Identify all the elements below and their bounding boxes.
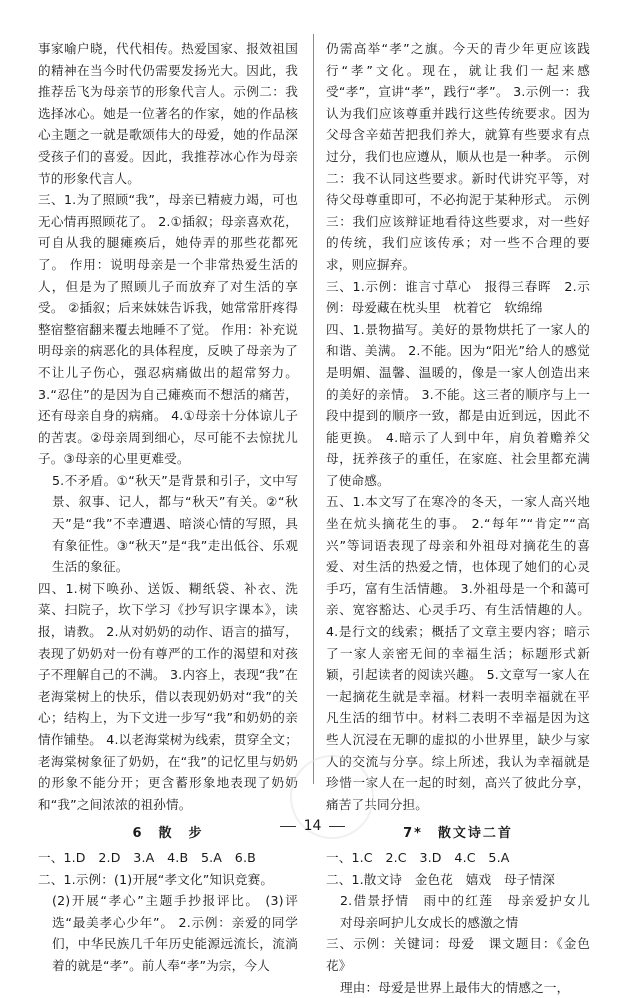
section-6-title: 6 散 步: [132, 826, 204, 842]
section-7-line-1: 一、1.C 2.C 3.D 4.C 5.A: [326, 849, 510, 865]
footer-left-dash: [280, 826, 296, 827]
paragraph-section-4-answers: 四、1.树下唤孙、送饭、糊纸袋、补衣、洗菜、扫院子，坎下学习《抄写识字课本》，读报，请教。 2.从对奶奶的动作、语言的描写，表现了奶奶对一份有尊严的工作的渴望和对孩子不理解自己的不满。 3.内容上，表现“我”在老海棠树上的快乐，借以表现奶奶对“我”的关心；结构上，为下文进一步写“我”和奶奶的亲情作铺垫。 4.以老海棠树为线索，贯穿全文；老海棠树象征了奶奶，在“我”的记忆里与奶奶的形象不能分开；更含蓄形象地表现了奶奶和“我”之间浓浓的祖孙情。: [38, 580, 298, 812]
column-divider: [313, 34, 314, 784]
section-6-line-1: 一、1.D 2.D 3.A 4.B 5.A 6.B: [38, 849, 256, 865]
left-column: [38, 38, 298, 977]
section-7-line-2: 二、1.散文诗 金色花 嬉戏 母子情深: [326, 871, 555, 887]
paragraph-section-5-peanut-answers: 五、1.本文写了在寒冷的冬天，一家人高兴地坐在炕头摘花生的事。 2.“每年”“肯定”“高兴”等词语表现了母亲和外祖母对摘花生的喜爱、对生活的热爱之情，也体现了她们的心灵手巧，富有生活情趣。 3.外祖母是一个和蔼可亲、宽容豁达、心灵手巧、有生活情趣的人。 4.是行文的线索；概括了文章主要内容；暗示了一家人亲密无间的幸福生活；标题形式新颖，引起读者的阅读兴趣。 5.文章写一家人在一起摘花生就是幸福。材料一表明幸福就在平凡生活的细节中。材料二表明不幸福是因为这些人沉浸在无聊的虚拟的小世界里，缺少与家人的交流与分享。综上所述，我认为幸福就是珍惜一家人在一起的时刻，高兴了彼此分享，痛苦了共同分担。: [326, 494, 590, 812]
paragraph-section-4-scenery-answers: 四、1.景物描写。美好的景物烘托了一家人的和谐、美满。 2.不能。因为“阳光”给人的感觉是明媚、温馨、温暖的，像是一家人创造出来的美好的亲情。 3.不能。这三者的顺序与上一段中提到的顺序一致，都是由近到远，因此不能更换。 4.暗示了人到中年，肩负着赡养父母，抚养孩子的重任，在家庭、社会里都充满了使命感。: [326, 321, 590, 488]
paragraph-section-3-answers: 三、1.为了照顾“我”，母亲已精疲力竭，可也无心情再照顾花了。 2.①插叙；母亲喜欢花，可自从我的腿瘫痪后，她侍弄的那些花都死了。 作用：说明母亲是一个非常热爱生活的人，但是为了照顾儿子而放弃了对生活的享受。 ②插叙；后来妹妹告诉我，她常常肝疼得整宿整宿翻来覆去地睡不了觉。 作用：补充说明母亲的病恶化的具体程度，反映了母亲为了不让儿子伤心，强忍病痛做出的超常努力。 3.“忍住”的是因为自己瘫痪而不想活的痛苦，还有母亲自身的病痛。 4.①母亲十分体谅儿子的苦衷。②母亲周到细心，尽可能不去惊扰儿子。③母亲的心里更难受。: [38, 192, 298, 467]
section-6-line-3: (2)开展“孝心”主题手抄报评比。 (3)评选“最美孝心少年”。 2.示例：亲爱的同学们，中华民族几千年历史能源远流长，流淌着的就是“孝”。前人奉“孝”为宗，今人: [52, 893, 298, 973]
section-7-line-3: 2.借景抒情 雨中的红莲 母亲爱护女儿 对母亲呵护儿女成长的感激之情: [340, 893, 603, 930]
paragraph-question-5-answer: 5.不矛盾。①“秋天”是背景和引子，文中写景、叙事、记人，都与“秋天”有关。②“秋天”是“我”不幸遭遇、暗淡心情的写照，具有象征性。③“秋天”是“我”走出低谷、乐观生活的象征。: [52, 472, 298, 575]
section-6-line-2: 二、1.示例：(1)开展“孝文化”知识竞赛。: [38, 871, 274, 887]
footer-right-dash: [329, 826, 345, 827]
section-7-title: 7* 散文诗二首: [403, 826, 513, 842]
paragraph-spokesperson-examples: 事家喻户晓，代代相传。热爱国家、报效祖国的精神在当今时代仍需要发扬光大。因此，我推荐岳飞为母亲节的形象代言人。示例二：我选择冰心。她是一位著名的作家，她的作品核心主题之一就是歌颂伟大的母爱，她的作品深受孩子们的喜爱。因此，我推荐冰心作为母亲节的形象代言人。: [38, 41, 298, 186]
page-footer: [0, 818, 625, 834]
paragraph-section-3-poem-answers: 三、1.示例：谁言寸草心 报得三春晖 2.示例：母爱藏在枕头里 枕着它 软绵绵: [326, 278, 590, 316]
paragraph-filial-piety-continuation: 仍需高举“孝”之旗。今天的青少年更应该践行“孝”文化。现在，就让我们一起来感受“孝”，宣讲“孝”，践行“孝”。 3.示例一：我认为我们应该尊重并践行这些传统要求。因为父母含辛茹苦把我们养大，就算有些要求有点过分，我们也应遵从，顺从也是一种孝。 示例二：我不认同这些要求。新时代讲究平等，对待父母尊重即可，不必拘泥于某种形式。 示例三：我们应该辩证地看待这些要求，对一些好的传统，我们应该传承；对一些不合理的要求，则应摒弃。: [326, 41, 590, 272]
right-column: [326, 38, 603, 998]
section-7-line-5: 理由：母爱是世界上最伟大的情感之一，: [340, 979, 570, 995]
section-7-line-4: 三、示例：关键词：母爱 课文题目：《金色花》: [326, 936, 590, 973]
page-number: 14: [303, 818, 322, 834]
